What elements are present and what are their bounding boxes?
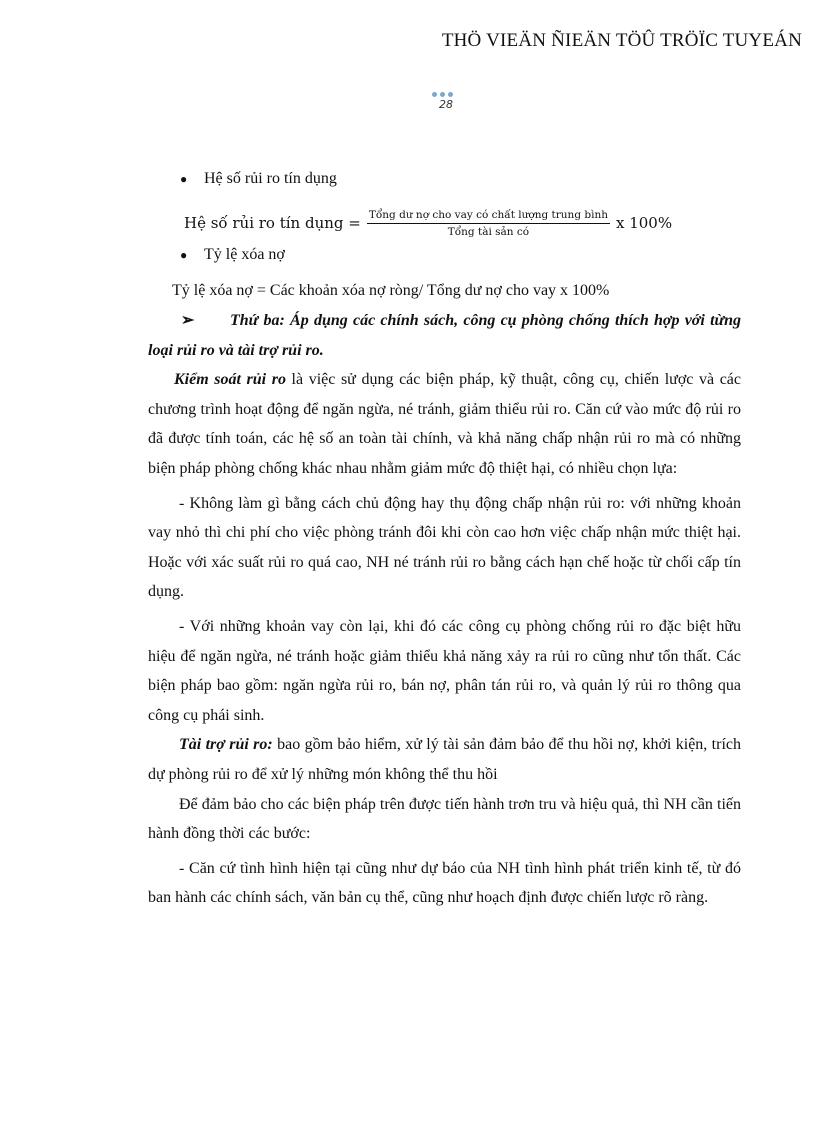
bullet-text: Tỷ lệ xóa nợ xyxy=(204,246,285,263)
bullet-item xyxy=(180,170,741,200)
bullet-item xyxy=(180,246,741,276)
paragraph-lead-term: Tài trợ rủi ro: xyxy=(179,736,273,754)
formula-fraction xyxy=(367,209,610,238)
formula-factor: x 100% xyxy=(615,214,673,232)
bullet-dot-icon: ● xyxy=(180,248,188,262)
paragraph: - Căn cứ tình hình hiện tại cũng như dự báo của NH tình hình phát triển kinh tế, từ đó ban hành các chính sách, văn bản cụ thể, cũng như hoạch định được chiến lược rõ ràng. xyxy=(148,859,741,907)
site-header-title: THÖ VIEÄN ÑIEÄN TÖÛ TRÖÏC TUYEÁN xyxy=(441,30,802,51)
section-heading-text: Thứ ba: Áp dụng các chính sách, công cụ phòng chống thích hợp với từng loại rủi ro và tài trợ rủi ro. xyxy=(148,312,741,359)
paragraph: - Với những khoản vay còn lại, khi đó các công cụ phòng chống rủi ro đặc biệt hữu hiệu để ngăn ngừa, né tránh hoặc giảm thiểu khả năng xảy ra rủi ro cũng như tổn thất. Các biện pháp bao gồm: ngăn ngừa rủi ro, bán nợ, phân tán rủi ro, và quản lý rủi ro thông qua công cụ phái sinh. xyxy=(148,617,741,724)
paragraph: Để đảm bảo cho các biện pháp trên được tiến hành trơn tru và hiệu quả, thì NH cần tiến hành đồng thời các bước: xyxy=(148,795,741,843)
paragraph xyxy=(148,730,741,789)
arrow-icon: ➢ xyxy=(181,312,195,329)
formula-numerator: Tổng dư nợ cho vay có chất lượng trung bình xyxy=(367,209,610,224)
bullet-text: Hệ số rủi ro tín dụng xyxy=(204,170,337,187)
bullet-dot-icon: ● xyxy=(180,172,188,186)
section-heading xyxy=(148,306,741,365)
paragraph xyxy=(148,365,741,483)
formula-credit-risk-ratio xyxy=(184,200,741,246)
formula-lhs: Hệ số rủi ro tín dụng = xyxy=(184,214,361,232)
formula-write-off-ratio: Tỷ lệ xóa nợ = Các khoản xóa nợ ròng/ Tổng dư nợ cho vay x 100% xyxy=(172,282,610,299)
document-body xyxy=(148,170,741,913)
paragraph-text: bao gồm bảo hiểm, xử lý tài sản đảm bảo để thu hồi nợ, khởi kiện, trích dự phòng rủi ro để xử lý những món không thể thu hồi xyxy=(148,736,741,783)
formula-denominator: Tổng tài sản có xyxy=(447,225,530,238)
paragraph-lead-term: Kiểm soát rủi ro xyxy=(174,371,286,389)
paragraph-text: là việc sử dụng các biện pháp, kỹ thuật, công cụ, chiến lược và các chương trình hoạt động để ngăn ngừa, né tránh, giảm thiểu rủi ro. Căn cứ vào mức độ rủi ro đã được tính toán, các hệ số an toàn tài chính, và khả năng chấp nhận rủi ro mà có những biện pháp phòng chống khác nhau nhằm giảm mức độ thiệt hại, có nhiều chọn lựa: xyxy=(148,371,741,477)
page-number: 28 xyxy=(439,98,453,111)
paragraph: - Không làm gì bằng cách chủ động hay thụ động chấp nhận rủi ro: với những khoản vay nhỏ thì chi phí cho việc phòng tránh đôi khi còn cao hơn việc chấp nhận mức thiệt hại. Hoặc với xác suất rủi ro quá cao, NH né tránh rủi ro bằng cách hạn chế hoặc từ chối cấp tín dụng. xyxy=(148,494,741,601)
